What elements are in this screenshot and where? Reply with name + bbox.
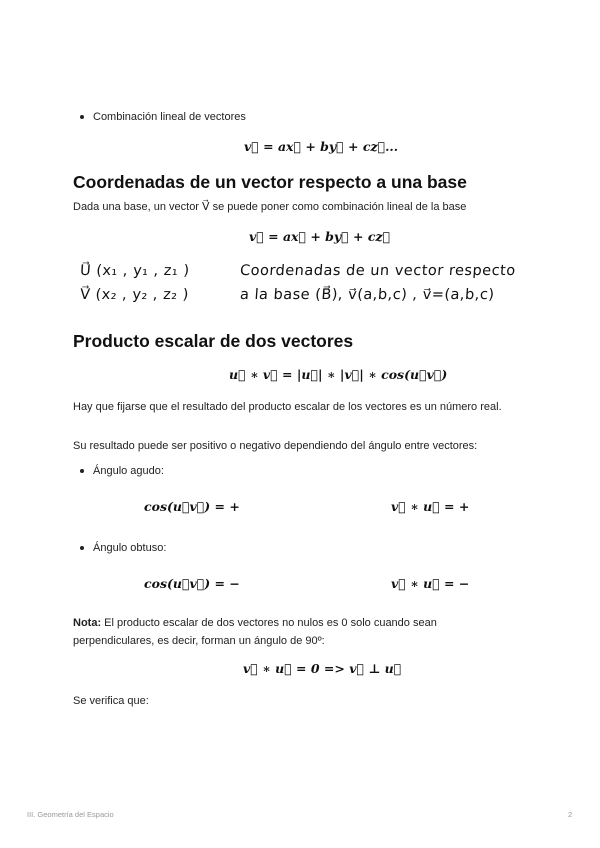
footer-chapter: III. Geometría del Espacio [27,810,114,819]
equation-base: v⃗ = ax⃗ + by⃗ + cz⃗ [249,229,391,244]
handwriting-line1-left: U⃗ (x₁ , y₁ , z₁ ) [79,263,191,279]
equation-producto: u⃗ ∗ v⃗ = |u⃗| ∗ |v⃗| ∗ cos(u⃗v⃗) [229,367,448,382]
equation-obtuso-prod: v⃗ ∗ u⃗ = − [391,576,470,591]
heading-producto: Producto escalar de dos vectores [73,331,354,351]
handwriting-line2-left: V⃗ (x₂ , y₂ , z₂ ) [79,287,190,303]
footer-page-number: 2 [568,810,573,819]
paragraph-verifica: Se verifica que: [73,695,149,707]
bullet-agudo: Ángulo agudo: [93,465,164,477]
bullet-dot [80,469,84,473]
equation-agudo-prod: v⃗ ∗ u⃗ = + [391,499,470,514]
bullet-dot [80,115,84,119]
paragraph-signo: Su resultado puede ser positivo o negativo dependiendo del ángulo entre vectores: [73,440,478,452]
equation-agudo-cos: cos(u⃗v⃗) = + [144,499,240,514]
handwriting-line2-right: a la base (B⃗), v⃗(a,b,c) , v⃗=(a,b,c) [239,287,496,303]
nota-paragraph [73,614,513,650]
heading-coordenadas: Coordenadas de un vector respecto a una base [73,172,467,192]
nota-label: Nota: [73,617,102,629]
equation-obtuso-cos: cos(u⃗v⃗) = − [144,576,240,591]
paragraph-resultado: Hay que fijarse que el resultado del producto escalar de los vectores es un número real. [73,401,502,413]
bullet-obtuso: Ángulo obtuso: [93,542,167,554]
handwriting-line1-right: Coordenadas de un vector respecto [239,263,517,279]
paragraph-base: Dada una base, un vector V⃗ se puede poner como combinación lineal de la base [73,201,467,213]
equation-combinacion: v⃗ = ax⃗ + by⃗ + cz⃗... [244,139,399,154]
bullet-dot [80,546,84,550]
bullet-combinacion: Combinación lineal de vectores [93,111,246,123]
nota-text: El producto escalar de dos vectores no nulos es 0 solo cuando sean perpendiculares, es decir, forman un ángulo de 90º: [73,617,437,647]
equation-perpendicular: v⃗ ∗ u⃗ = 0 => v⃗ ⊥ u⃗ [243,661,402,676]
